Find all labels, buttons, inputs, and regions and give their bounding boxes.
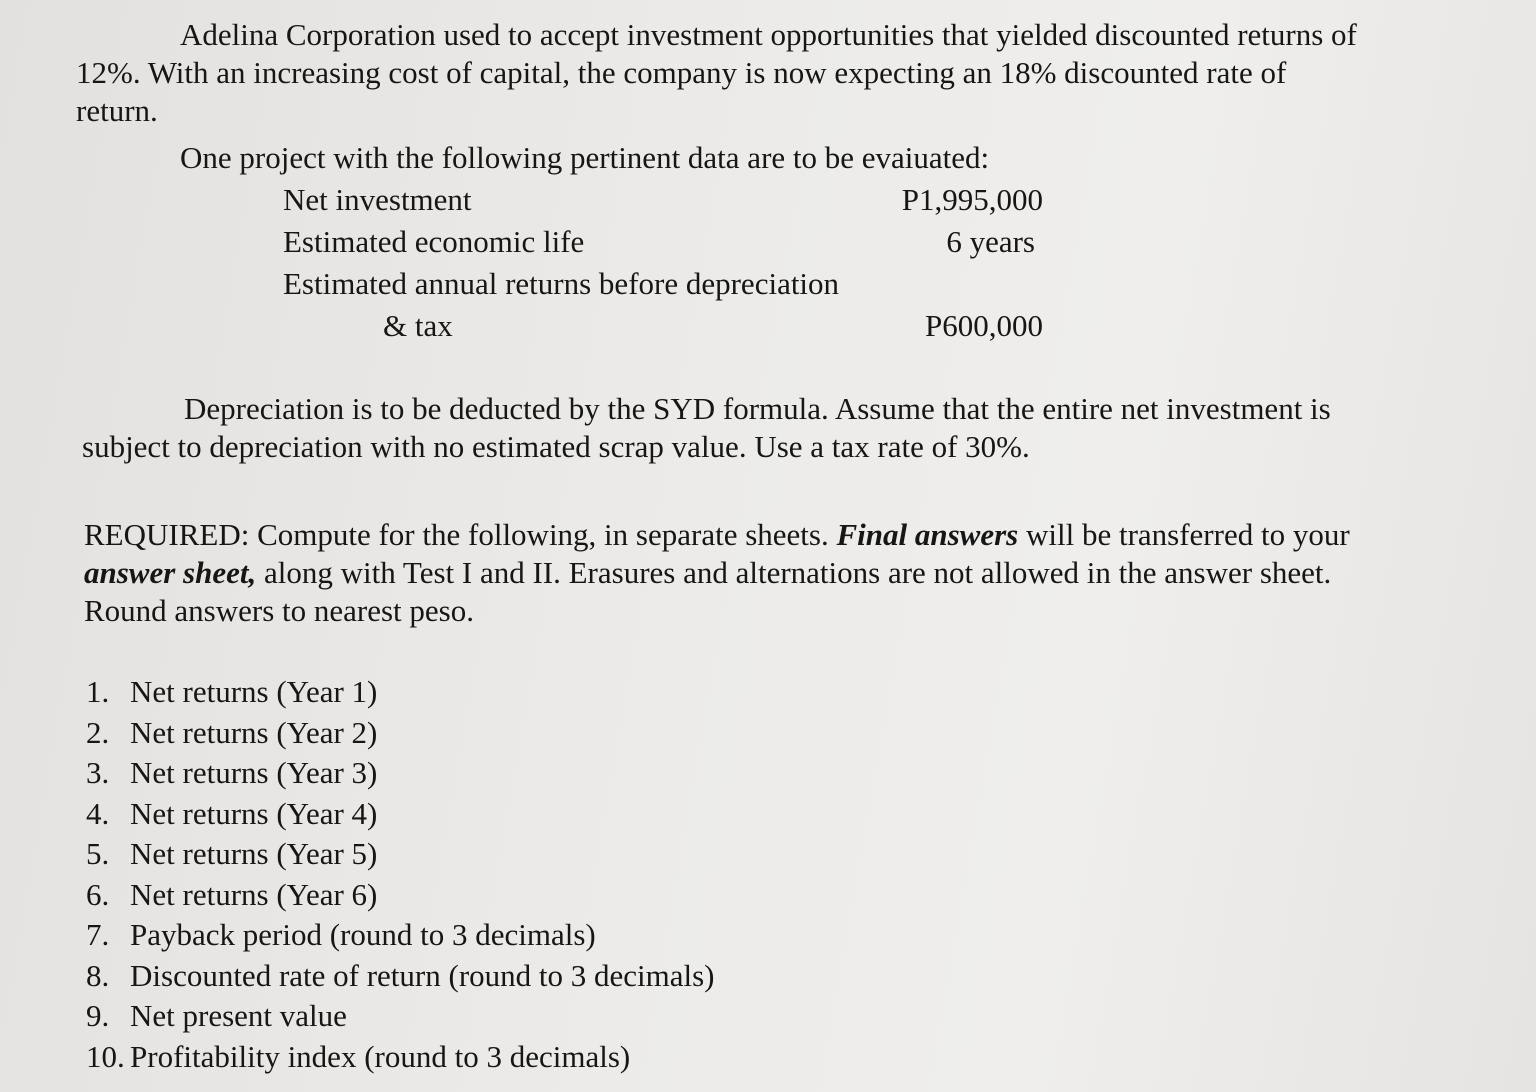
required-text: along with Test I and II. Erasures and alternations are not allowed in the answer sheet. — [256, 555, 1332, 590]
project-intro: One project with the following pertinent data are to be evaiuated: — [180, 140, 990, 175]
data-value: P600,000 — [925, 308, 1043, 343]
data-label: Estimated annual returns before depreciation — [283, 266, 840, 301]
list-item — [86, 996, 715, 1037]
item-number: 10. — [86, 1038, 125, 1074]
depreciation-line-2: subject to depreciation with no estimated scrap value. Use a tax rate of 30%. — [82, 429, 1030, 464]
item-number: 7. — [86, 917, 110, 952]
item-number: 9. — [86, 998, 110, 1033]
depreciation-line-1: Depreciation is to be deducted by the SYD formula. Assume that the entire net investment is — [184, 391, 1331, 426]
depreciation-paragraph — [82, 390, 1331, 466]
item-text: Net returns (Year 2) — [130, 714, 378, 750]
required-text: will be transferred to your — [1018, 517, 1350, 552]
item-text: Net returns (Year 5) — [130, 836, 378, 871]
item-number: 6. — [86, 876, 110, 912]
item-number: 2. — [86, 714, 110, 750]
data-row-economic-life — [283, 224, 1043, 266]
data-value: 6 years — [946, 224, 1035, 259]
item-text: Discounted rate of return (round to 3 decimals) — [130, 957, 715, 993]
item-number: 4. — [86, 795, 110, 831]
data-label: Net investment — [283, 182, 472, 217]
project-data-table — [283, 182, 1043, 350]
item-text: Net returns (Year 4) — [130, 795, 378, 831]
required-text: REQUIRED: Compute for the following, in separate sheets. — [84, 517, 837, 552]
required-line-1 — [84, 516, 1350, 554]
item-number: 3. — [86, 755, 110, 790]
data-label: Estimated economic life — [283, 224, 585, 259]
item-text: Net returns (Year 6) — [130, 876, 378, 912]
list-item — [86, 794, 715, 835]
list-item — [86, 875, 715, 916]
data-row-annual-returns — [283, 266, 1043, 308]
required-items-list — [86, 672, 715, 1077]
intro-line-1: Adelina Corporation used to accept investment opportunities that yielded discounted returns of — [180, 17, 1357, 52]
list-item — [86, 956, 715, 997]
intro-line-2: 12%. With an increasing cost of capital, the company is now expecting an 18% discounted rate of — [76, 55, 1287, 90]
data-row-net-investment — [283, 182, 1043, 224]
item-text: Net returns (Year 1) — [130, 674, 378, 709]
list-item — [86, 1037, 715, 1078]
required-line-3: Round answers to nearest peso. — [84, 593, 474, 628]
item-text: Profitability index (round to 3 decimals) — [130, 1038, 631, 1074]
item-number: 8. — [86, 957, 110, 993]
list-item — [86, 753, 715, 794]
answer-sheet-emphasis: answer sheet, — [84, 555, 257, 590]
intro-paragraph — [76, 16, 1357, 130]
item-number: 1. — [86, 674, 110, 709]
data-value: P1,995,000 — [901, 182, 1043, 217]
required-paragraph — [84, 516, 1350, 630]
required-line-2 — [84, 554, 1350, 592]
item-text: Payback period (round to 3 decimals) — [130, 917, 596, 952]
list-item — [86, 915, 715, 956]
list-item — [86, 713, 715, 754]
list-item — [86, 672, 715, 713]
item-number: 5. — [86, 836, 110, 871]
list-item — [86, 834, 715, 875]
final-answers-emphasis: Final answers — [836, 517, 1019, 552]
item-text: Net returns (Year 3) — [130, 755, 378, 790]
item-text: Net present value — [130, 998, 347, 1033]
intro-line-3: return. — [76, 93, 158, 128]
data-row-annual-returns-cont — [283, 308, 1043, 350]
data-label: & tax — [383, 308, 453, 343]
